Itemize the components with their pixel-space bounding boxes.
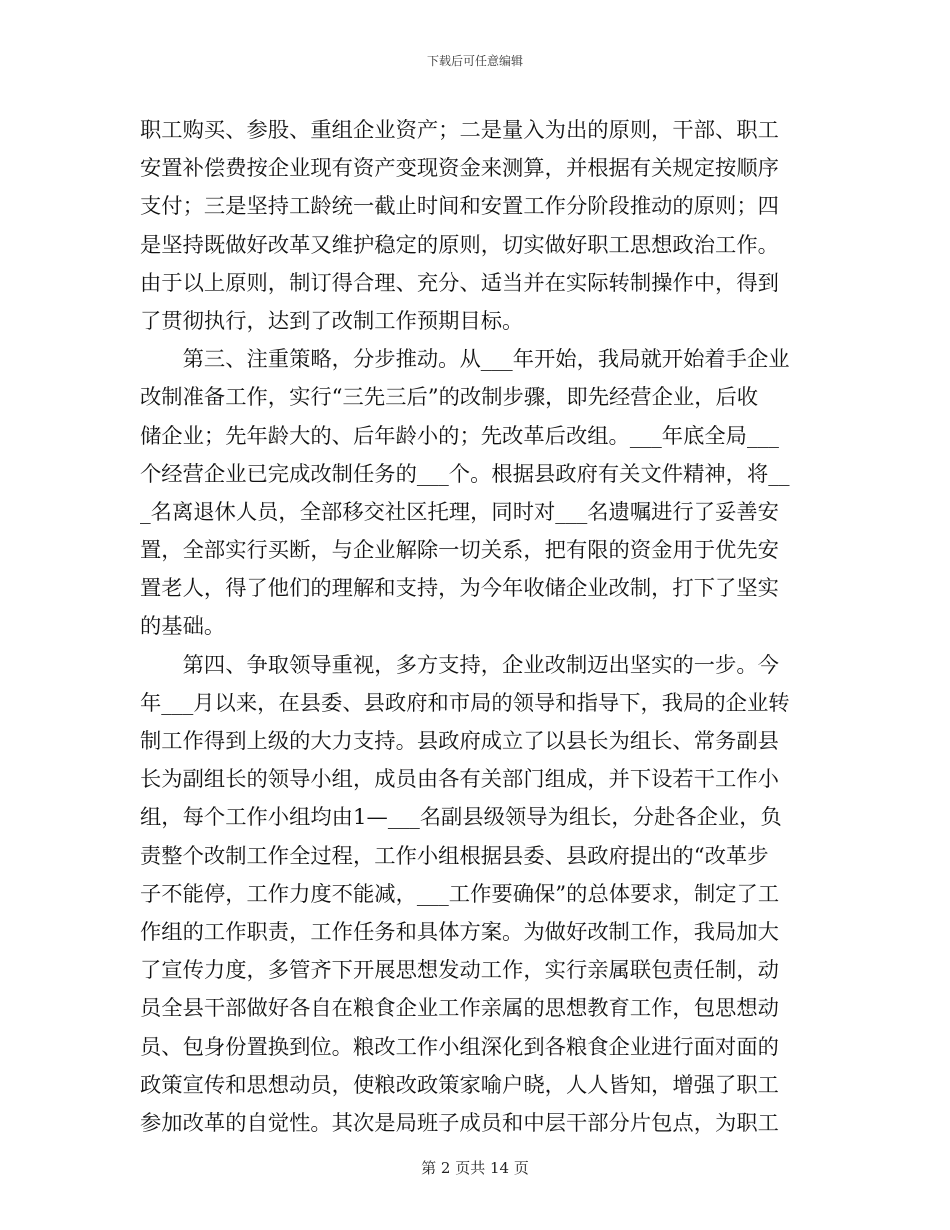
text-line: 第四、争取领导重视，多方支持，企业改制迈出坚实的一步。今 bbox=[140, 652, 779, 678]
text-line: 是坚持既做好改革又维护稳定的原则，切实做好职工思想政治工作。 bbox=[140, 232, 779, 258]
text-line: 年___月以来，在县委、县政府和市局的领导和指导下，我局的企业转 bbox=[140, 690, 790, 716]
text-line: 第三、注重策略，分步推动。从___年开始，我局就开始着手企业 bbox=[140, 347, 790, 373]
text-line: 作组的工作职责，工作任务和具体方案。为做好改制工作，我局加大 bbox=[140, 919, 779, 945]
text-line: 制工作得到上级的大力支持。县政府成立了以县长为组长、常务副县 bbox=[140, 729, 779, 754]
page-header: 下载后可任意编辑 bbox=[426, 54, 523, 68]
text-line: 职工购买、参股、重组企业资产；二是量入为出的原则，干部、职工 bbox=[140, 118, 779, 143]
text-line: 员、包身份置换到位。粮改工作小组深化到各粮食企业进行面对面的 bbox=[140, 1034, 779, 1060]
text-line: 组，每个工作小组均由1—___名副县级领导为组长，分赴各企业，负 bbox=[140, 805, 782, 831]
document-body bbox=[140, 112, 815, 1143]
text-line: 长为副组长的领导小组，成员由各有关部门组成，并下设若干工作小 bbox=[140, 767, 779, 793]
text-line: 员全县干部做好各自在粮食企业工作亲属的思想教育工作，包思想动 bbox=[140, 996, 779, 1022]
text-line: 了宣传力度，多管齐下开展思想发动工作，实行亲属联包责任制，动 bbox=[140, 958, 779, 984]
text-line: 个经营企业已完成改制任务的___个。根据县政府有关文件精神，将__ bbox=[140, 461, 790, 487]
text-line: 政策宣传和思想动员，使粮改政策家喻户晓，人人皆知，增强了职工 bbox=[140, 1072, 779, 1098]
text-line: 的基础。 bbox=[140, 614, 226, 640]
text-line: 支付；三是坚持工龄统一截止时间和安置工作分阶段推动的原则；四 bbox=[140, 194, 779, 220]
text-line: 置，全部实行买断，与企业解除一切关系，把有限的资金用于优先安 bbox=[140, 538, 779, 564]
text-line: 了贯彻执行，达到了改制工作预期目标。 bbox=[140, 308, 524, 334]
text-line: 参加改革的自觉性。其次是局班子成员和中层干部分片包点，为职工 bbox=[140, 1110, 779, 1136]
page-number: 第 2 页共 14 页 bbox=[421, 1159, 529, 1177]
text-line: 责整个改制工作全过程，工作小组根据县委、县政府提出的“改革步 bbox=[140, 843, 769, 869]
text-line: 储企业；先年龄大的、后年龄小的；先改革后改组。___年底全局___ bbox=[140, 423, 779, 449]
text-line: _名离退休人员，全部移交社区托理，同时对___名遗嘱进行了妥善安 bbox=[140, 499, 779, 525]
text-line: 改制准备工作，实行“三先三后”的改制步骤，即先经营企业，后收 bbox=[140, 385, 759, 411]
text-line: 置老人，得了他们的理解和支持，为今年收储企业改制，打下了坚实 bbox=[140, 576, 779, 602]
text-line: 由于以上原则，制订得合理、充分、适当并在实际转制操作中，得到 bbox=[140, 270, 779, 296]
text-line: 子不能停，工作力度不能减，___工作要确保”的总体要求，制定了工 bbox=[140, 881, 780, 907]
text-line: 安置补偿费按企业现有资产变现资金来测算，并根据有关规定按顺序 bbox=[140, 156, 779, 182]
